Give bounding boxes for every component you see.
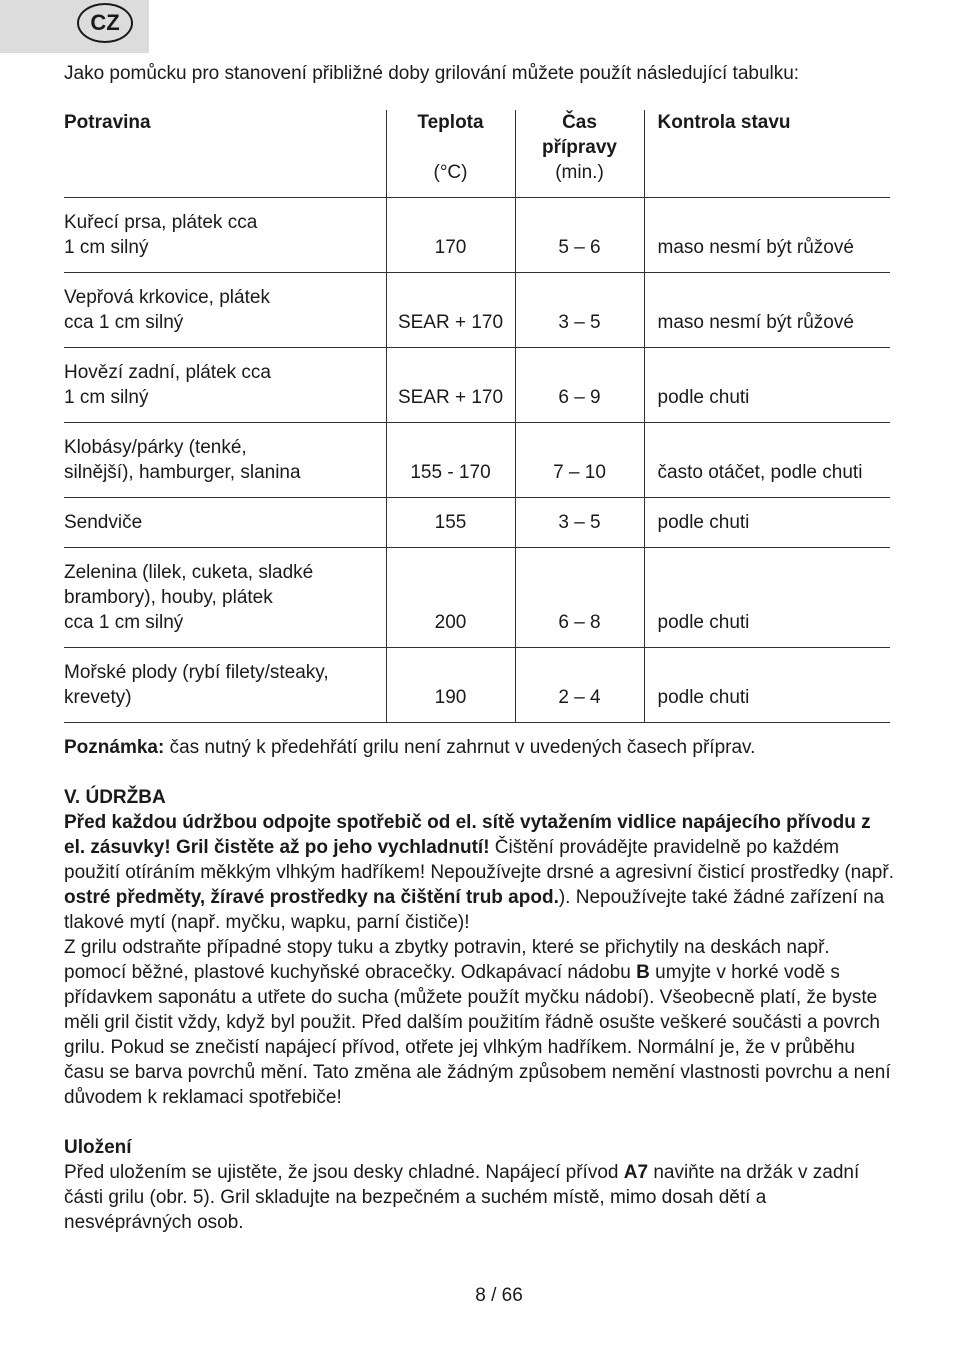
temp-cell: 155 - 170 <box>386 423 515 498</box>
header-food: Potravina <box>64 112 151 133</box>
note-text: čas nutný k předehřátí grilu není zahrnut v uvedených časech příprav. <box>164 737 756 758</box>
time-cell: 3 – 5 <box>515 498 644 548</box>
table-row <box>64 423 890 498</box>
time-cell: 6 – 8 <box>515 548 644 648</box>
maintenance-paragraph-2: Z grilu odstraňte případné stopy tuku a zbytky potravin, které se přichytily na deskách např. pomocí běžné, plastové kuchyňské obracečky. Odkapávací nádobu B umyjte v horké vodě s přídavkem saponátu a utřete do sucha (můžete použít myčku nádobí). Všeobecně platí, že byste měli gril čistit vždy, když byl použit. Před dalším použitím řádně osušte veškeré součásti a povrch grilu. Pokud se znečistí napájecí přívod, otřete jej vlhkým hadříkem. Normální je, že v průběhu času se barva povrchů mění. Tato změna ale žádným způsobem nemění vlastnosti povrchu a není důvodem k reklamaci spotřebiče! <box>64 937 891 1108</box>
check-cell: maso nesmí být růžové <box>644 198 890 273</box>
food-cell: Sendviče <box>64 498 386 548</box>
food-cell: Klobásy/párky (tenké, silnější), hamburger, slanina <box>64 423 386 498</box>
language-badge: CZ <box>77 3 133 43</box>
temp-cell: SEAR + 170 <box>386 273 515 348</box>
food-cell: Hovězí zadní, plátek cca 1 cm silný <box>64 348 386 423</box>
food-cell: Mořské plody (rybí filety/steaky, krevety) <box>64 648 386 723</box>
maintenance-section <box>64 785 894 1110</box>
section-heading: V. ÚDRŽBA <box>64 787 166 808</box>
check-cell: podle chuti <box>644 548 890 648</box>
language-tab <box>0 0 149 53</box>
time-cell: 3 – 5 <box>515 273 644 348</box>
table-header-row <box>64 110 890 198</box>
table-row <box>64 548 890 648</box>
check-cell: podle chuti <box>644 648 890 723</box>
temp-cell: 155 <box>386 498 515 548</box>
time-cell: 6 – 9 <box>515 348 644 423</box>
time-cell: 2 – 4 <box>515 648 644 723</box>
time-cell: 7 – 10 <box>515 423 644 498</box>
grilling-time-table <box>64 110 890 723</box>
note-paragraph <box>64 735 894 760</box>
storage-section <box>64 1135 894 1235</box>
food-cell: Zelenina (lilek, cuketa, sladké brambory), houby, plátek cca 1 cm silný <box>64 548 386 648</box>
temp-cell: 200 <box>386 548 515 648</box>
check-cell: podle chuti <box>644 498 890 548</box>
intro-text: Jako pomůcku pro stanovení přibližné doby grilování můžete použít následující tabulku: <box>64 63 800 84</box>
temp-cell: SEAR + 170 <box>386 348 515 423</box>
table-row <box>64 648 890 723</box>
header-check: Kontrola stavu <box>644 110 890 198</box>
food-cell: Kuřecí prsa, plátek cca 1 cm silný <box>64 198 386 273</box>
table-row <box>64 198 890 273</box>
header-temperature: Teplota (°C) <box>386 110 515 198</box>
temp-cell: 170 <box>386 198 515 273</box>
time-cell: 5 – 6 <box>515 198 644 273</box>
table-row <box>64 273 890 348</box>
food-cell: Vepřová krkovice, plátek cca 1 cm silný <box>64 273 386 348</box>
table-row <box>64 348 890 423</box>
section-heading: Uložení <box>64 1137 132 1158</box>
note-label: Poznámka: <box>64 737 165 758</box>
page-number: 8 / 66 <box>475 1285 523 1306</box>
temp-cell: 190 <box>386 648 515 723</box>
check-cell: často otáčet, podle chuti <box>644 423 890 498</box>
check-cell: podle chuti <box>644 348 890 423</box>
check-cell: maso nesmí být růžové <box>644 273 890 348</box>
table-row <box>64 498 890 548</box>
header-time: Čas přípravy (min.) <box>515 110 644 198</box>
storage-paragraph: Před uložením se ujistěte, že jsou desky chladné. Napájecí přívod A7 naviňte na držák v zadní části grilu (obr. 5). Gril skladujte na bezpečném a suchém místě, mimo dosah dětí a nesvéprávných osob. <box>64 1162 860 1233</box>
maintenance-paragraph-1: Před každou údržbou odpojte spotřebič od el. sítě vytažením vidlice napájecího přívodu z el. zásuvky! Gril čistěte až po jeho vychladnutí! Čištění provádějte pravidelně po každém použití otíráním měkkým vlhkým hadříkem! Nepoužívejte drsné a agresivní čisticí prostředky (např. ostré předměty, žíravé prostředky na čištění trub apod.). Nepoužívejte také žádné zařízení na tlakové mytí (např. myčku, wapku, parní čističe)! <box>64 812 894 933</box>
